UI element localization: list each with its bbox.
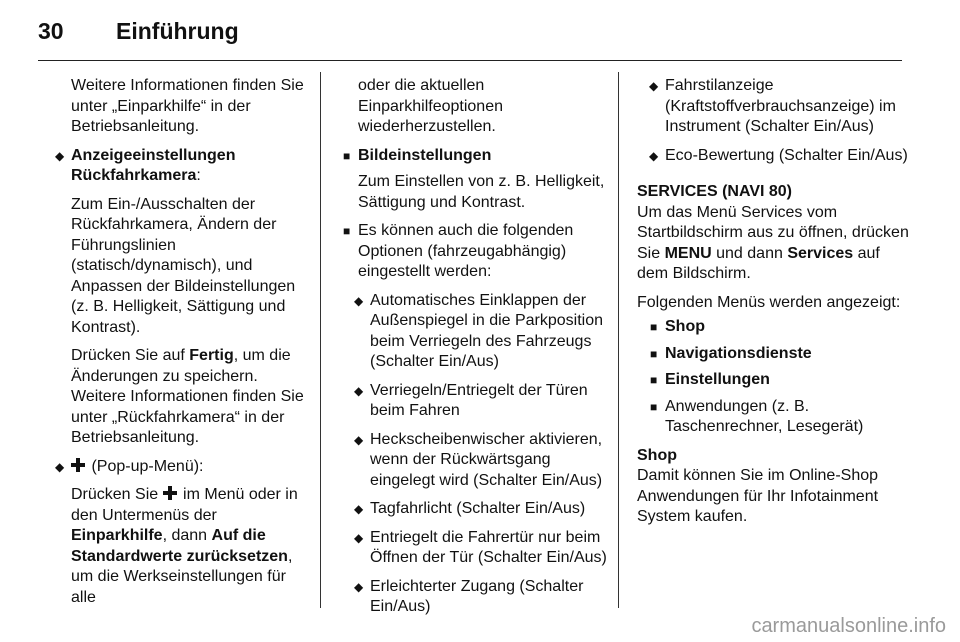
sub-item-text: Verriegeln/Entriegelt der Türen beim Fahren [370,381,588,419]
sub-item-text: Automatisches Einklappen der Außenspiegel in die Parkposition beim Verriegeln des Fahrzeugs (Schalter Ein/Aus) [370,291,604,370]
sub-item-text: Entriegelt die Fahrertür nur beim Öffnen der Tür (Schalter Ein/Aus) [370,528,607,566]
diamond-bullet-icon: ◆ [55,459,65,474]
diamond-bullet-icon: ◆ [354,383,364,398]
menu-item-settings [649,370,909,391]
item-title: Anzeigeeinstellungen Rückfahrkamera [71,146,236,184]
diamond-bullet-icon: ◆ [354,502,364,516]
diamond-bullet-icon: ◆ [55,148,65,163]
plus-icon [163,486,177,500]
column-1 [55,76,311,616]
shop-paragraph: Damit können Sie im Online-Shop Anwendungen für Ihr Infotainment System kaufen. [637,467,879,525]
diamond-bullet-icon: ◆ [354,432,364,447]
text-run: Drücken Sie auf [71,347,190,364]
menu-item-label: Shop [665,318,705,335]
section-heading-services: SERVICES (NAVI 80) [637,183,793,200]
sub-item-text: Tagfahrlicht (Schalter Ein/Aus) [370,500,586,517]
square-bullet-icon: ■ [650,346,658,361]
sub-list-item [342,381,610,422]
menu-item-label: Einstellungen [665,371,770,388]
sub-item-text: Heckscheibenwischer aktivieren, wenn der Rückwärtsgang eingelegt wird (Schalter Ein/Aus) [370,430,603,489]
square-bullet-icon: ■ [650,399,658,414]
text-run: Drücken Sie [71,486,163,503]
plus-icon [71,458,85,472]
diamond-bullet-icon: ◆ [649,79,659,93]
square-bullet-icon: ■ [343,224,351,238]
text-run: im Menü oder in den Untermenüs der [71,486,298,524]
header-rule [38,60,902,61]
item-title-colon: : [196,167,201,184]
text-bold: Fertig [189,347,234,364]
menu-item-label: Navigationsdienste [665,344,812,362]
diamond-bullet-icon: ◆ [354,530,364,545]
diamond-bullet-icon: ◆ [649,148,659,163]
square-bullet-icon: ■ [650,373,658,387]
square-bullet-icon: ■ [650,320,658,334]
sub-list-item [637,76,909,138]
item-text: Es können auch die folgenden Optionen (fahrzeugabhängig) eingestellt werden: [358,222,574,280]
column-divider-2 [618,72,619,608]
text-run: , um die Werkseinstellungen für alle [71,547,293,606]
item-paragraph [71,346,311,449]
list-item-display-settings [55,146,311,187]
item-description: Zum Ein-/Ausschalten der Rückfahrkamera, Ändern der Führungslinien (statisch/dynamisch), und Anpassen der Bildeinstellungen (z. B. Helligkeit, Sättigung und Kontrast). [71,195,296,336]
services-paragraph [637,203,909,285]
item-paragraph [71,485,311,608]
intro-paragraph: Weitere Informationen finden Sie unter „Einparkhilfe“ in der Betriebsanleitung. [71,77,304,135]
item-description: Zum Einstellen von z. B. Helligkeit, Sättigung und Kontrast. [358,173,605,211]
text-run: , dann [162,527,212,544]
sub-list-item [342,577,610,618]
section-heading-shop: Shop [637,446,677,464]
column-divider-1 [320,72,321,608]
text-run: auf dem Bildschirm. [637,244,880,282]
menus-intro: Folgenden Menüs werden angezeigt: [637,293,901,311]
sub-list-item [637,146,909,167]
diamond-bullet-icon: ◆ [354,293,364,308]
text-bold: Services [787,244,854,262]
diamond-bullet-icon: ◆ [354,579,364,594]
list-item-popup-menu [55,457,311,478]
page-number: 30 [38,18,64,44]
sub-list-item [342,291,610,373]
menu-item-navigation-services [649,344,909,365]
sub-item-text: Fahrstilanzeige (Kraftstoffverbrauchsanzeige) im Instrument (Schalter Ein/Aus) [665,77,896,135]
continued-paragraph: oder die aktuellen Einparkhilfeoptionen wiederherzustellen. [358,77,503,135]
list-item-image-settings [342,146,610,167]
sub-list-item [342,430,610,492]
text-run: und dann [711,244,788,262]
item-title: Bildeinstellungen [358,146,492,164]
menu-item-label: Anwendungen (z. B. Taschenrechner, Lesegerät) [665,397,864,435]
square-bullet-icon: ■ [343,148,351,163]
watermark: carmanualsonline.info [751,615,946,637]
sub-list-item [342,499,610,520]
chapter-title: Einführung [116,18,239,44]
sub-item-text: Erleichterter Zugang (Schalter Ein/Aus) [370,577,584,615]
list-item-options [342,221,610,283]
text-bold: MENU [664,244,712,262]
text-bold: Auf die Standardwerte zurücksetzen [71,527,288,565]
menu-item-shop [649,317,909,338]
sub-item-text: Eco-Bewertung (Schalter Ein/Aus) [665,146,908,164]
column-2 [342,76,610,626]
item-label: (Pop-up-Menü): [91,457,204,475]
sub-list-item [342,528,610,569]
menu-item-applications [649,397,909,438]
text-run: , um die Änderungen zu speichern. Weitere Informationen finden Sie unter „Rückfahrkamera“ in der Betriebsanleitung. [71,347,304,446]
column-3 [637,76,909,536]
text-run: Um das Menü Services vom Startbildschirm aus zu öffnen, drücken Sie [637,203,909,262]
text-bold: Einparkhilfe [71,527,163,544]
